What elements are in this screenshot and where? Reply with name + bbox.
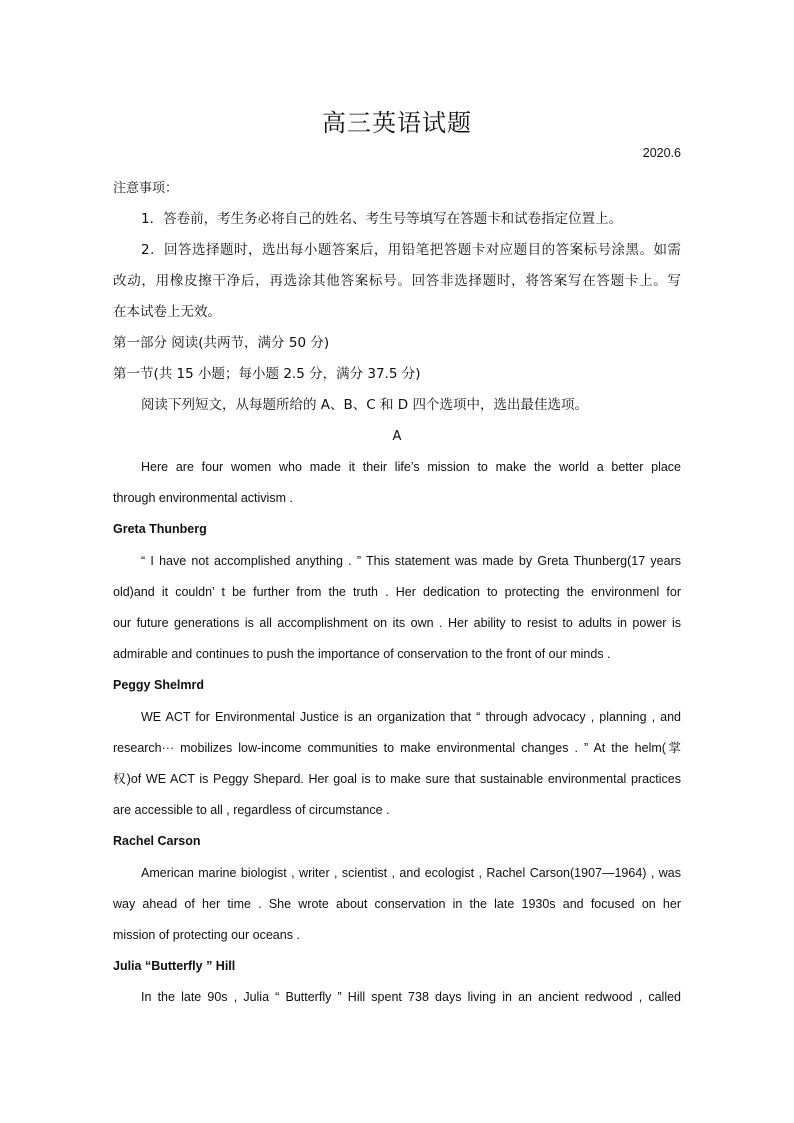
heading-greta-thunberg: Greta Thunberg: [113, 522, 207, 537]
paragraph-2-line-2: research··· mobilizes low-income communities to make environmental changes . ” At the helm(掌: [113, 740, 681, 755]
paragraph-4-line-1: In the late 90s , Julia “ Butterfly ” Hill spent 738 days living in an ancient redwood , called: [141, 990, 681, 1005]
heading-julia-hill: Julia “Butterfly ” Hill: [113, 959, 236, 974]
section-heading: 第一节(共 15 小题；每小题 2.5 分，满分 37.5 分): [113, 366, 421, 382]
passage-letter: A: [392, 429, 402, 444]
notes-item-2-line-1: 2．回答选择题时，选出每小题答案后，用铅笔把答题卡对应题目的答案标号涂黑。如需: [141, 242, 681, 258]
paragraph-3-line-3: mission of protecting our oceans .: [113, 928, 300, 943]
part-heading: 第一部分 阅读(共两节，满分 50 分): [113, 335, 330, 351]
exam-date: 2020.6: [642, 146, 681, 160]
paragraph-2-line-1: WE ACT for Environmental Justice is an organization that “ through advocacy , planning , and: [141, 709, 681, 724]
page-content: [113, 173, 681, 1014]
paragraph-1-line-3: our future generations is all accomplishment on its own . Her ability to resist to adults in power is: [113, 616, 681, 631]
passage-intro-line-2: through environmental activism .: [113, 491, 293, 506]
passage-intro-line-1: Here are four women who made it their life’s mission to make the world a better place: [141, 460, 681, 474]
notes-item-2-line-2: 改动，用橡皮擦干净后，再选涂其他答案标号。回答非选择题时，将答案写在答题卡上。写: [113, 273, 681, 289]
paragraph-2-line-3: 权)of WE ACT is Peggy Shepard. Her goal is to make sure that sustainable environmental practices: [113, 772, 681, 787]
paragraph-3-line-1: American marine biologist , writer , scientist , and ecologist , Rachel Carson(1907—1964) , was: [141, 865, 681, 880]
heading-rachel-carson: Rachel Carson: [113, 834, 201, 849]
notes-item-1: 1．答卷前，考生务必将自己的姓名、考生号等填写在答题卡和试卷指定位置上。: [141, 211, 623, 227]
paragraph-1-line-2: old)and it couldn’ t be further from the truth . Her dedication to protecting the environmenl for: [113, 584, 681, 599]
section-instruction: 阅读下列短文，从每题所给的 A、B、C 和 D 四个选项中，选出最佳选项。: [141, 397, 588, 413]
paragraph-3-line-2: way ahead of her time . She wrote about conservation in the late 1930s and focused on her: [113, 896, 681, 911]
paragraph-1-line-1: “ I have not accomplished anything . ” This statement was made by Greta Thunberg(17 years: [141, 553, 681, 568]
notes-item-2-line-3: 在本试卷上无效。: [113, 304, 221, 320]
notes-label: 注意事项：: [113, 181, 179, 196]
paragraph-2-line-4: are accessible to all , regardless of circumstance .: [113, 803, 390, 818]
page-title: 高三英语试题: [322, 109, 472, 137]
paragraph-1-line-4: admirable and continues to push the importance of conservation to the front of our minds .: [113, 647, 611, 662]
heading-peggy-shelmrd: Peggy Shelmrd: [113, 678, 204, 693]
